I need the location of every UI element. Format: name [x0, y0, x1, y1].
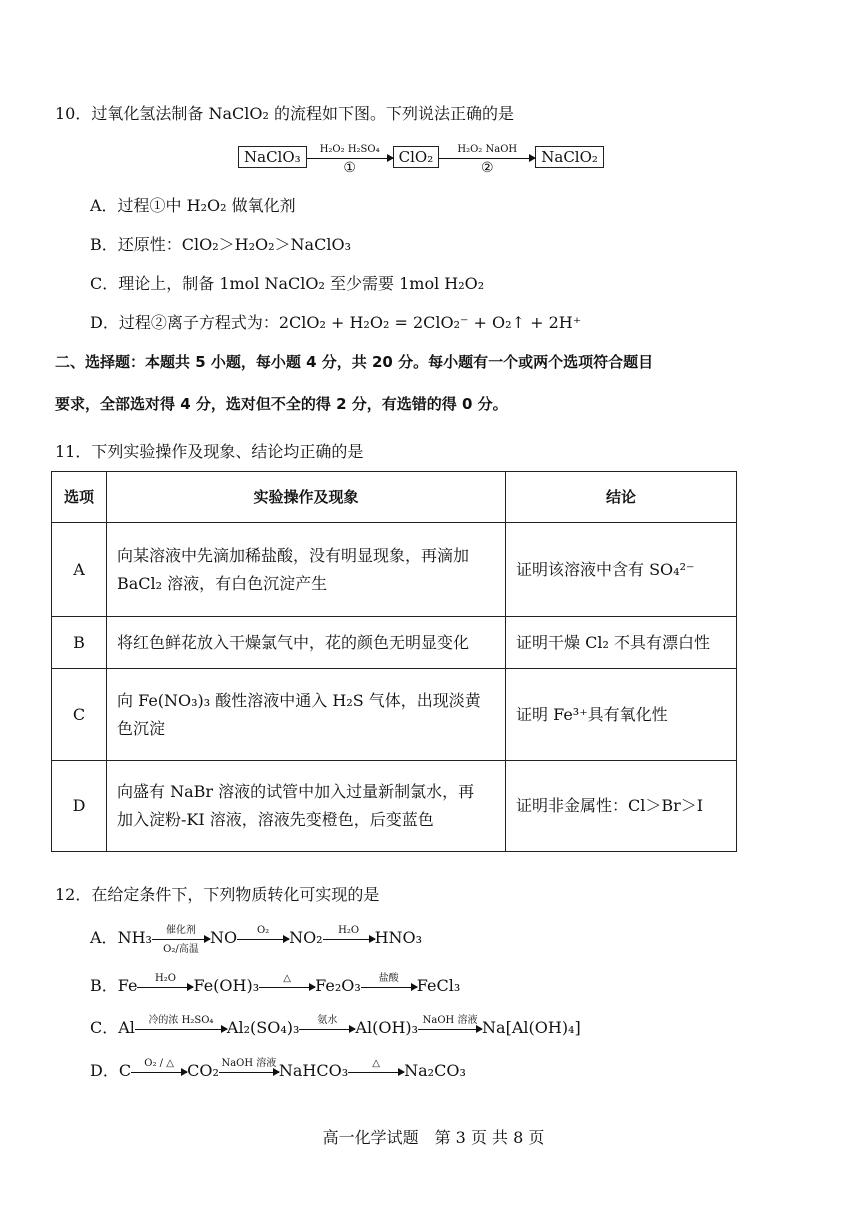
species: Na[Al(OH)₄] — [482, 1018, 581, 1037]
table-header-row — [52, 472, 737, 523]
operation-line1: 向 Fe(NO₃)₃ 酸性溶液中通入 H₂S 气体，出现淡黄 — [117, 690, 481, 710]
q12-option-d — [90, 1057, 466, 1081]
reaction-arrow — [237, 924, 289, 940]
species: NO — [209, 928, 238, 947]
q11-stem: 11．下列实验操作及现象、结论均正确的是 — [55, 442, 364, 461]
section2-instructions-line2: 要求，全部选对得 4 分，选对但不全的得 2 分，有选错的得 0 分。 — [55, 395, 508, 413]
reaction-arrow — [137, 972, 193, 988]
reaction-arrow — [131, 1057, 187, 1073]
species: Fe(OH)₃ — [193, 976, 260, 995]
row-option: A — [52, 523, 107, 617]
arrow-condition-top: NaOH 溶液 — [422, 1014, 478, 1026]
option-label: C． — [90, 1018, 119, 1037]
row-conclusion: 证明 Fe³⁺具有氧化性 — [506, 669, 737, 761]
option-label: D． — [90, 1061, 119, 1080]
row-conclusion: 证明干燥 Cl₂ 不具有漂白性 — [506, 617, 737, 669]
q12-option-c — [90, 1014, 581, 1038]
section2-instructions-line1: 二、选择题：本题共 5 小题，每小题 4 分，共 20 分。每小题有一个或两个选项符合题目 — [55, 353, 654, 371]
species: NaHCO₃ — [278, 1061, 349, 1080]
row-option: B — [52, 617, 107, 669]
q10-option-b: B．还原性：ClO₂＞H₂O₂＞NaClO₃ — [90, 235, 351, 254]
row-operation — [107, 617, 506, 669]
arrow-condition-top: 催化剂 — [165, 924, 196, 936]
species: NO₂ — [289, 928, 323, 947]
arrow-condition-top: H₂O — [155, 972, 176, 984]
reaction-arrow — [219, 1057, 279, 1073]
species: Al — [118, 1018, 135, 1037]
arrow-condition-top: O₂ / △ — [144, 1057, 174, 1069]
row-conclusion: 证明非金属性：Cl＞Br＞I — [506, 761, 737, 852]
reaction-arrow — [348, 1057, 404, 1073]
species: Al(OH)₃ — [355, 1018, 419, 1037]
operation-line2: BaCl₂ 溶液，有白色沉淀产生 — [117, 573, 328, 593]
table-row — [52, 761, 737, 852]
operation-line1: 向某溶液中先滴加稀盐酸，没有明显现象，再滴加 — [117, 545, 470, 565]
arrow-condition-top: △ — [372, 1057, 380, 1069]
table-row — [52, 669, 737, 761]
row-operation — [107, 761, 506, 852]
species: Na₂CO₃ — [404, 1061, 466, 1080]
arrow2-step: ② — [480, 159, 494, 176]
header-option: 选项 — [52, 472, 107, 523]
species: Fe — [117, 976, 138, 995]
table-row — [52, 617, 737, 669]
q10-stem: 10．过氧化氢法制备 NaClO₂ 的流程如下图。下列说法正确的是 — [55, 104, 514, 123]
q12-option-a — [90, 924, 423, 955]
arrow-condition-top: NaOH 溶液 — [221, 1057, 277, 1069]
arrow-condition-top: 盐酸 — [378, 972, 399, 984]
species: NH₃ — [117, 928, 152, 947]
row-operation — [107, 523, 506, 617]
row-option: D — [52, 761, 107, 852]
reaction-arrow — [135, 1014, 227, 1030]
arrow1-step: ① — [343, 159, 356, 176]
reaction-arrow — [259, 972, 315, 988]
reaction-arrow — [299, 1014, 355, 1030]
row-option: C — [52, 669, 107, 761]
operation-line1: 向盛有 NaBr 溶液的试管中加入过量新制氯水，再 — [117, 782, 475, 801]
species: HNO₃ — [374, 928, 423, 947]
arrow1-reagents: H₂O₂ H₂SO₄ — [319, 143, 380, 155]
header-conclusion: 结论 — [506, 472, 737, 523]
species: C — [118, 1061, 132, 1080]
arrow-condition-top: 氨水 — [317, 1014, 338, 1026]
row-operation — [107, 669, 506, 761]
operation-line2: 色沉淀 — [117, 718, 166, 738]
q12-option-b — [90, 972, 461, 996]
q10-flow-diagram — [238, 143, 604, 176]
reaction-arrow — [361, 972, 417, 988]
row-conclusion: 证明该溶液中含有 SO₄²⁻ — [506, 523, 737, 617]
species: Al₂(SO₄)₃ — [226, 1018, 300, 1037]
q11-table — [51, 471, 737, 852]
q12-stem: 12．在给定条件下，下列物质转化可实现的是 — [55, 885, 380, 904]
flow-box-naclo2: NaClO₂ — [535, 146, 604, 168]
species: Fe₂O₃ — [315, 976, 361, 995]
q10-option-d: D．过程②离子方程式为：2ClO₂ + H₂O₂ = 2ClO₂⁻ + O₂↑ + 2H⁺ — [90, 313, 582, 332]
option-label: A． — [90, 928, 118, 947]
reaction-arrow — [152, 924, 210, 955]
arrow-condition-top: 冷的浓 H₂SO₄ — [148, 1014, 214, 1026]
arrow-condition-bottom: O₂/高温 — [163, 943, 199, 955]
option-label: B． — [90, 976, 118, 995]
species: FeCl₃ — [416, 976, 461, 995]
reaction-arrow — [323, 924, 375, 940]
operation-line2: 加入淀粉-KI 溶液，溶液先变橙色，后变蓝色 — [117, 810, 434, 829]
arrow-condition-top: △ — [283, 972, 291, 984]
flow-arrow-1 — [307, 143, 393, 176]
table-row — [52, 523, 737, 617]
page-footer: 高一化学试题 第 3 页 共 8 页 — [322, 1128, 545, 1147]
species: CO₂ — [187, 1061, 219, 1080]
header-operation: 实验操作及现象 — [107, 472, 506, 523]
flow-box-clo2: ClO₂ — [393, 146, 440, 168]
arrow-condition-top: O₂ — [256, 924, 270, 936]
flow-arrow-2 — [439, 143, 535, 176]
arrow2-reagents: H₂O₂ NaOH — [457, 143, 518, 155]
q10-option-a: A．过程①中 H₂O₂ 做氧化剂 — [90, 196, 296, 215]
arrow-condition-top: H₂O — [338, 924, 360, 936]
q10-option-c: C．理论上，制备 1mol NaClO₂ 至少需要 1mol H₂O₂ — [90, 274, 485, 293]
flow-box-naclo3: NaClO₃ — [238, 146, 307, 168]
reaction-arrow — [418, 1014, 482, 1030]
operation-line1: 将红色鲜花放入干燥氯气中，花的颜色无明显变化 — [117, 632, 470, 652]
